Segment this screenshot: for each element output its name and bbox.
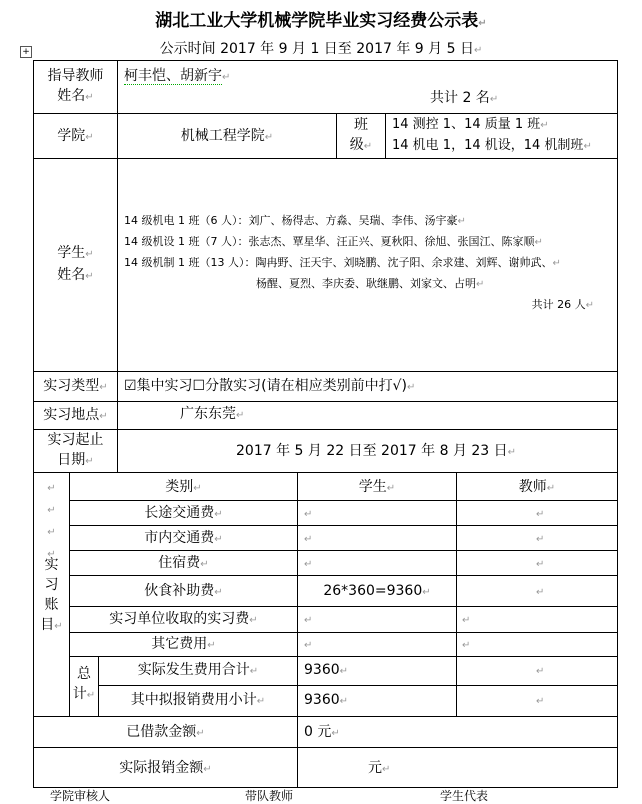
college-value: 机械工程学院↵ (180, 128, 274, 144)
footer-reviewer: 学院审核人 (50, 789, 111, 803)
row-student: 26*360=9360↵ (323, 583, 431, 599)
row-category: 其它费用↵ (151, 636, 216, 652)
col-header-category: 类别↵ (165, 479, 202, 495)
location-label: 实习地点↵ (43, 407, 108, 423)
row-student: 9360↵ (304, 692, 349, 708)
reimburse-value: 元↵ (368, 760, 391, 776)
row-teacher: ↵ (462, 640, 471, 651)
row-student: ↵ (304, 534, 313, 545)
row-student: ↵ (304, 509, 313, 520)
col-header-student: 学生↵ (358, 479, 396, 495)
class-label: 班 级↵ (349, 117, 373, 153)
advisor-label: 指导教师 姓名↵ (47, 68, 104, 104)
col-header-teacher: 教师↵ (518, 479, 556, 495)
advisor-names: 柯丰恺、胡新宇↵ (124, 68, 231, 84)
row-student: ↵ (304, 640, 313, 651)
row-student: ↵ (304, 559, 313, 570)
total-label: 总 计↵ (72, 666, 96, 702)
students-label: 学生↵ 姓名↵ (57, 245, 94, 283)
row-teacher: ↵ (462, 615, 471, 626)
row-teacher: ↵ (536, 666, 545, 677)
row-category: 实际发生费用合计↵ (137, 662, 259, 678)
borrowed-label: 已借款金额↵ (126, 724, 205, 740)
row-student: ↵ (304, 615, 313, 626)
footer-student-rep: 学生代表 (440, 789, 489, 803)
row-category: 其中拟报销费用小计↵ (130, 692, 266, 708)
row-teacher: ↵ (536, 559, 545, 570)
row-teacher: ↵ (536, 509, 545, 520)
borrowed-value: 0 元↵ (304, 724, 340, 740)
row-category: 伙食补助费↵ (144, 583, 223, 599)
row-student: 9360↵ (304, 662, 349, 678)
row-teacher: ↵ (536, 587, 545, 598)
page-title: 湖北工业大学机械学院毕业实习经费公示表↵ (155, 11, 487, 31)
row-teacher: ↵ (536, 696, 545, 707)
college-label: 学院↵ (57, 128, 94, 144)
row-category: 市内交通费↵ (144, 530, 223, 546)
publication-period: 公示时间 2017 年 9 月 1 日至 2017 年 9 月 5 日↵ (159, 41, 483, 57)
table-move-handle-icon[interactable]: + (20, 46, 32, 58)
reimburse-label: 实际报销金额↵ (119, 760, 212, 776)
intern-type-label: 实习类型↵ (43, 378, 108, 394)
intern-type-value: ☑集中实习☐分散实习(请在相应类别前中打√)↵ (124, 378, 416, 394)
row-category: 住宿费↵ (158, 555, 209, 571)
row-category: 长途交通费↵ (144, 505, 223, 521)
students-list: 14 级机电 1 班（6 人）：刘广、杨得志、方淼、吴瑞、李伟、汤宇豪↵ 14 级机设 1 班（7 人）：张志杰、覃星华、汪正兴、夏秋阳、徐旭、张国江、陈家顺↵ 14 级机制 1 班（13 人）：陶冉野、汪天宇、刘晓鹏、沈子阳、余求建、刘辉、谢帅武、↵ 杨醒、夏烈、李庆委、耿继鹏、刘家文、占明↵ 共计 26 人↵ (124, 214, 594, 311)
class-list: 14 测控 1、14 质量 1 班↵ 14 机电 1，14 机设，14 机制班↵ (392, 117, 592, 153)
advisor-total: 共计 2 名↵ (430, 90, 499, 106)
period-label: 实习起止 日期↵ (47, 432, 104, 468)
period-value: 2017 年 5 月 22 日至 2017 年 8 月 23 日↵ (236, 443, 517, 459)
ledger-para-marks: ↵ ↵ ↵ ↵ (47, 483, 56, 560)
footer-leader: 带队教师 (245, 789, 294, 803)
ledger-side-label: 实 习 账 目↵ (40, 557, 63, 633)
row-teacher: ↵ (536, 534, 545, 545)
row-category: 实习单位收取的实习费↵ (109, 611, 258, 627)
location-value: 广东东莞↵ (180, 406, 245, 422)
